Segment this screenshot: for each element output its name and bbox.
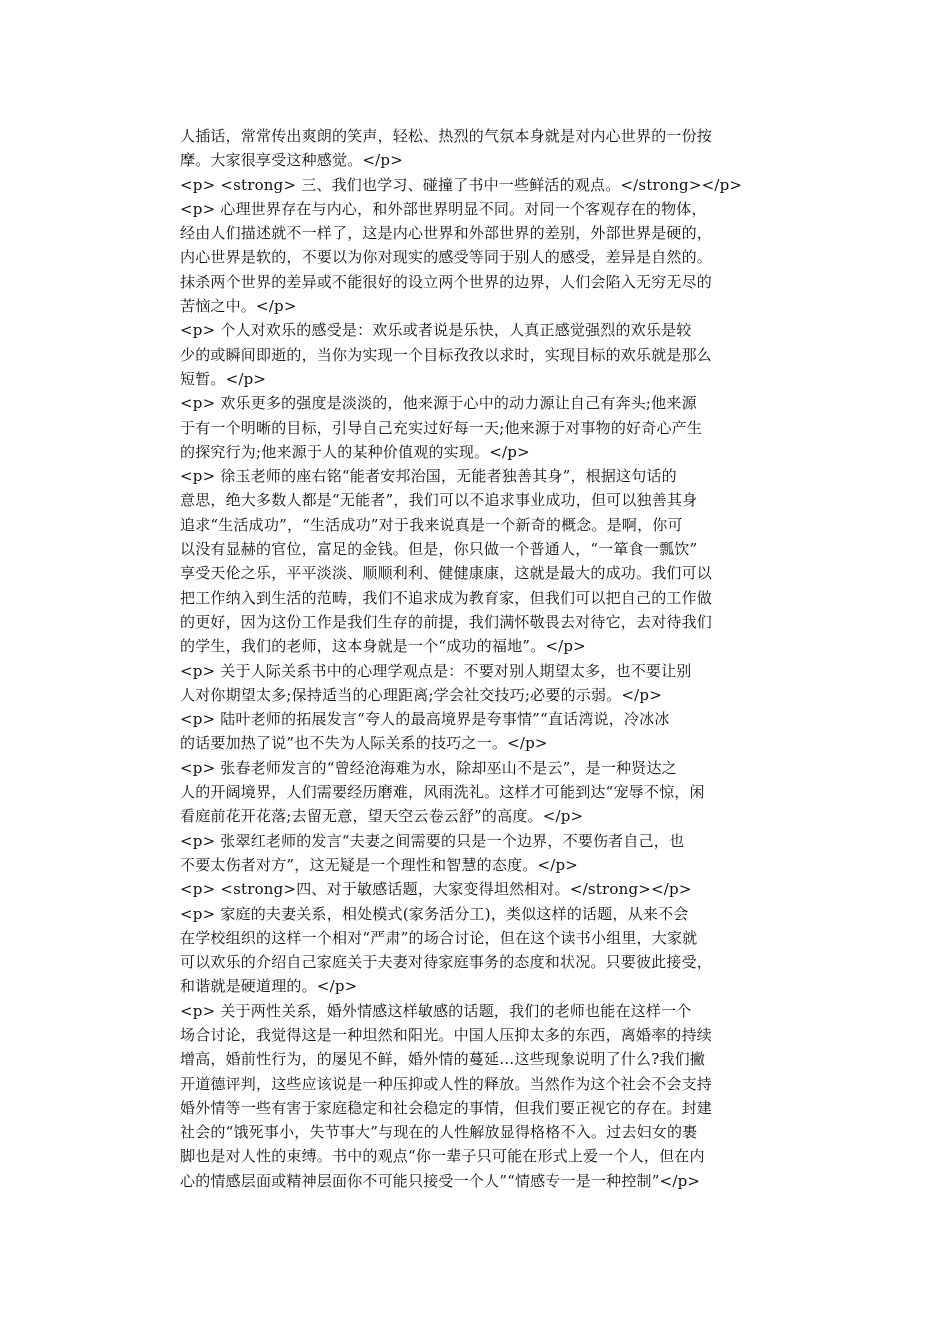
text-line: <p> 陆叶老师的拓展发言“夸人的最高境界是夸事情”“直话湾说，冷冰冰	[180, 710, 670, 729]
text-line: <p> 个人对欢乐的感受是：欢乐或者说是乐快，人真正感觉强烈的欢乐是较	[180, 321, 692, 340]
text-line: <p> 张春老师发言的“曾经沧海难为水，除却巫山不是云”，是一种贤达之	[180, 758, 677, 777]
text-line: 开道德评判，这些应该说是一种压抑或人性的释放。当然作为这个社会不会支持	[180, 1074, 713, 1093]
text-line: 意思，绝大多数人都是“无能者”，我们可以不追求事业成功，但可以独善其身	[180, 491, 698, 510]
text-line: <p> <strong> 三、我们也学习、碰撞了书中一些鲜活的观点。</strong></p>	[180, 175, 743, 194]
text-line: 享受天伦之乐，平平淡淡、顺顺利利、健健康康，这就是最大的成功。我们可以	[180, 564, 713, 583]
text-line: <p> 关于两性关系，婚外情感这样敏感的话题，我们的老师也能在这样一个	[180, 1001, 692, 1020]
text-line: 社会的“饿死事小，失节事大”与现在的人性解放显得格格不入。过去妇女的裹	[180, 1123, 698, 1142]
text-line: <p> 张翠红老师的发言“夫妻之间需要的只是一个边界，不要伤者自己，也	[180, 831, 685, 850]
text-line: 在学校组织的这样一个相对“严肃”的场合讨论，但在这个读书小组里，大家就	[180, 928, 698, 947]
text-line: 的学生，我们的老师，这本身就是一个“成功的福地”。</p>	[180, 637, 586, 656]
text-line: <p> 欢乐更多的强度是淡淡的，他来源于心中的动力源让自己有奔头;他来源	[180, 394, 697, 413]
text-line: 人插话，常常传出爽朗的笑声，轻松、热烈的气氛本身就是对内心世界的一份按	[180, 127, 713, 145]
text-line: 可以欢乐的介绍自己家庭关于夫妻对待家庭事务的态度和状况。只要彼此接受，	[180, 953, 713, 972]
text-line: 于有一个明晰的目标，引导自己充实过好每一天;他来源于对事物的好奇心产生	[180, 418, 703, 437]
text-line: 心的情感层面或精神层面你不可能只接受一个人”“情感专一是一种控制”</p>	[180, 1171, 701, 1190]
text-line: <p> 关于人际关系书中的心理学观点是：不要对别人期望太多，也不要让别	[180, 661, 692, 680]
text-line: 追求“生活成功”，“生活成功”对于我来说真是一个新奇的概念。是啊，你可	[180, 515, 683, 534]
text-line: 把工作纳入到生活的范畴，我们不追求成为教育家，但我们可以把自己的工作做	[180, 588, 713, 607]
text-line: 看庭前花开花落;去留无意，望天空云卷云舒”的高度。</p>	[180, 807, 584, 826]
text-line: 少的或瞬间即逝的，当你为实现一个目标孜孜以求时，实现目标的欢乐就是那么	[180, 345, 713, 364]
text-line: 摩。大家很享受这种感觉。</p>	[180, 151, 403, 170]
text-line: 的话要加热了说”也不失为人际关系的技巧之一。</p>	[180, 734, 548, 753]
text-line: <p> <strong>四、对于敏感话题，大家变得坦然相对。</strong></p>	[180, 880, 692, 899]
text-line: 短暂。</p>	[180, 369, 267, 388]
text-line: 苦恼之中。</p>	[180, 297, 297, 316]
text-line: 不要太伤者对方”，这无疑是一个理性和智慧的态度。</p>	[180, 855, 579, 874]
text-line: 经由人们描述就不一样了，这是内心世界和外部世界的差别，外部世界是硬的，	[180, 224, 713, 243]
text-line: 婚外情等一些有害于家庭稳定和社会稳定的事情，但我们要正视它的存在。封建	[180, 1098, 713, 1117]
text-line: 的更好，因为这份工作是我们生存的前提，我们满怀敬畏去对待它，去对待我们	[180, 612, 713, 631]
text-line: 人的开阔境界，人们需要经历磨难，风雨洗礼。这样才可能到达“宠辱不惊，闲	[180, 783, 705, 802]
text-line: 内心世界是软的，不要以为你对现实的感受等同于别人的感受，差异是自然的。	[180, 248, 713, 267]
text-line: 人对你期望太多;保持适当的心理距离;学会社交技巧;必要的示弱。</p>	[180, 685, 662, 704]
text-line: 和谐就是硬道理的。</p>	[180, 977, 358, 996]
text-line: 抹杀两个世界的差异或不能很好的设立两个世界的边界，人们会陷入无穷无尽的	[180, 272, 713, 291]
text-line: 的探究行为;他来源于人的某种价值观的实现。</p>	[180, 442, 530, 461]
text-line: <p> 家庭的夫妻关系，相处模式(家务活分工)，类似这样的话题，从来不会	[180, 904, 689, 923]
text-line: 场合讨论，我觉得这是一种坦然和阳光。中国人压抑太多的东西，离婚率的持续	[180, 1025, 713, 1044]
text-line: 增高，婚前性行为，的屡见不鲜，婚外情的蔓延…这些现象说明了什么?我们撇	[180, 1050, 706, 1069]
text-line: <p> 心理世界存在与内心，和外部世界明显不同。对同一个客观存在的物体，	[180, 199, 707, 218]
document-body	[180, 124, 780, 1193]
text-line: <p> 徐玉老师的座右铭“能者安邦治国，无能者独善其身”，根据这句话的	[180, 467, 677, 486]
text-line: 脚也是对人性的束缚。书中的观点“你一辈子只可能在形式上爱一个人，但在内	[180, 1147, 705, 1166]
text-line: 以没有显赫的官位，富足的金钱。但是，你只做一个普通人，“一箪食一瓢饮”	[180, 540, 698, 559]
